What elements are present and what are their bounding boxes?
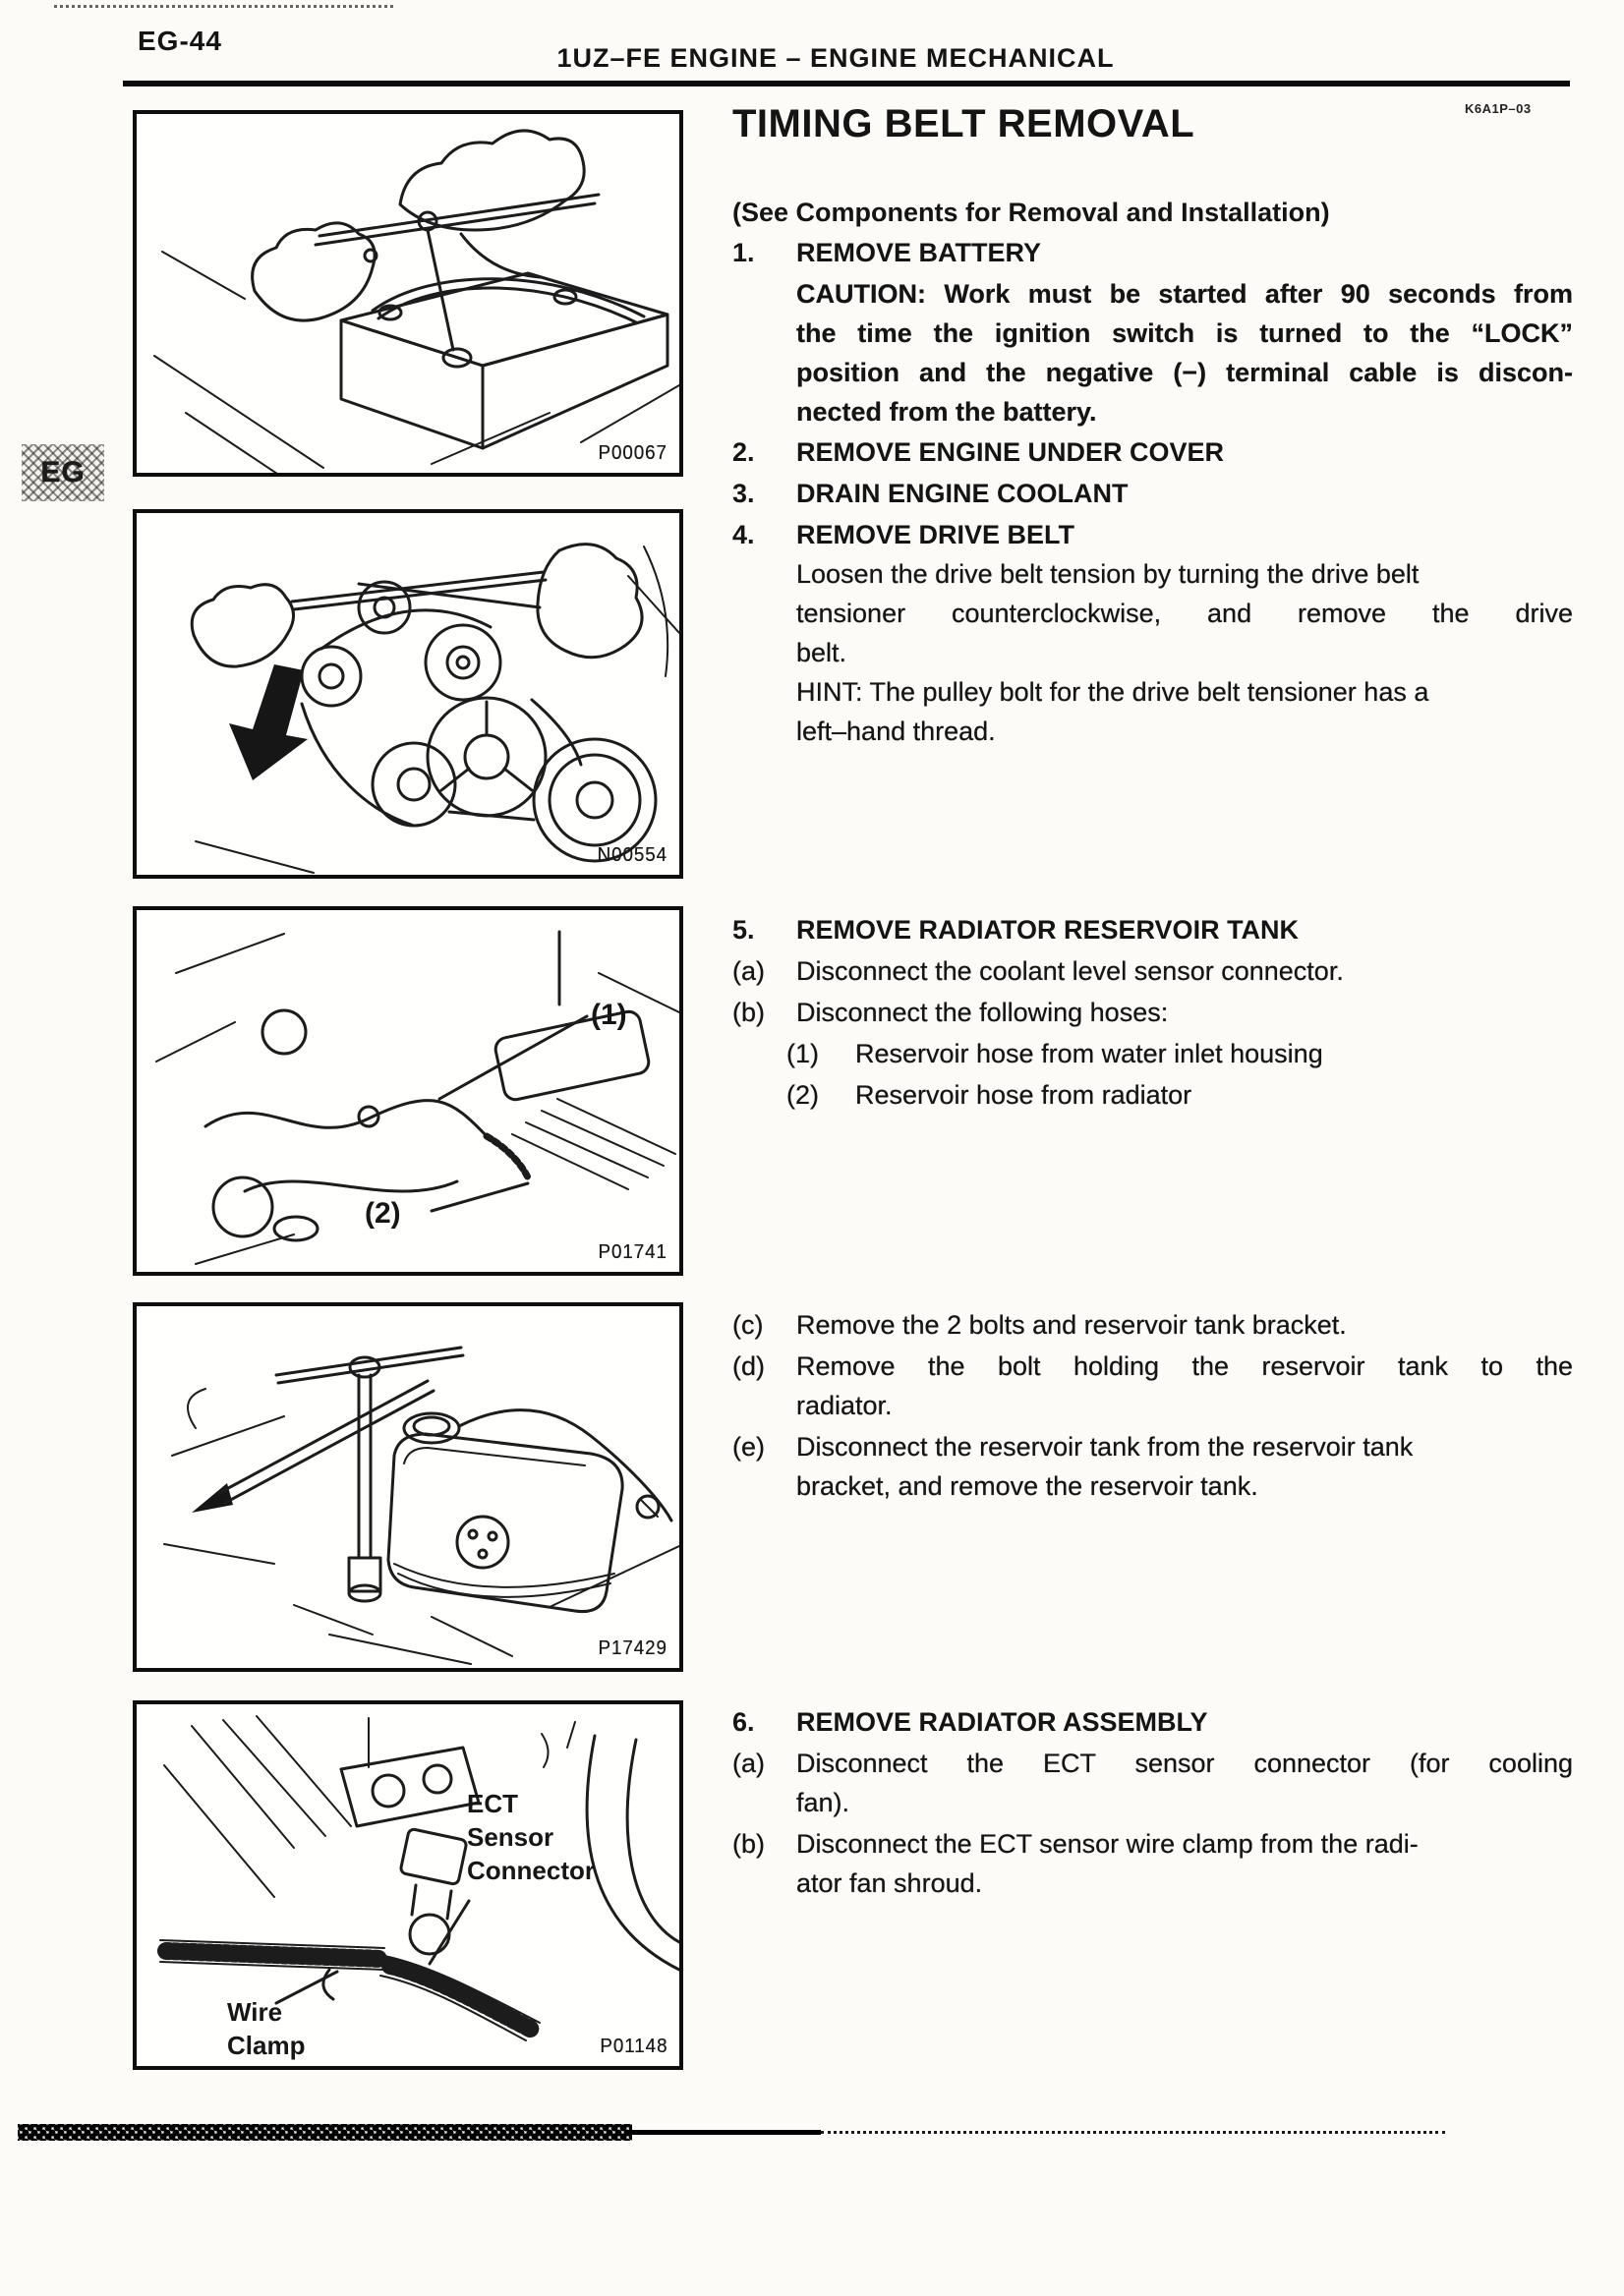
bottom-band-line (629, 2130, 821, 2135)
step-5b2-label: (2) (786, 1080, 819, 1110)
figure-code: N00554 (597, 844, 667, 866)
step-6a-text-2: fan). (796, 1788, 850, 1817)
page-header: 1UZ–FE ENGINE – ENGINE MECHANICAL (556, 43, 1115, 73)
callout-1-label: (1) (591, 999, 627, 1031)
step-5b-text: Disconnect the following hoses: (796, 998, 1169, 1027)
ect-sensor-illustration (137, 1704, 679, 2066)
paragraph-line: tensioner counterclockwise, and remove the drive (796, 599, 1573, 628)
step-5c-label: (c) (732, 1310, 764, 1340)
step-6b-text-2: ator fan shroud. (796, 1868, 983, 1898)
caution-line: the time the ignition switch is turned to the “LOCK” (796, 318, 1573, 348)
step-5a (732, 951, 1573, 991)
step-6a-label: (a) (732, 1749, 765, 1778)
step-5 (732, 910, 1573, 949)
ect-label-line2: Sensor (467, 1822, 554, 1852)
step-4-heading: REMOVE DRIVE BELT (796, 520, 1075, 549)
step-1 (732, 233, 1573, 272)
paragraph-line: belt. (796, 638, 847, 667)
caution-line: nected from the battery. (796, 397, 1097, 427)
step-3 (732, 474, 1573, 513)
step-3-number: 3. (732, 479, 755, 508)
step-5b (732, 993, 1573, 1032)
hint-line: left–hand thread. (796, 717, 996, 746)
step-5d-text-2: radiator. (796, 1391, 893, 1420)
step-6b-label: (b) (732, 1829, 765, 1859)
step-5b-label: (b) (732, 998, 765, 1027)
step-5e-text: Disconnect the reservoir tank from the reservoir tank (796, 1432, 1414, 1462)
subtitle: (See Components for Removal and Installation) (732, 198, 1330, 227)
step-4 (732, 515, 1573, 554)
step-2-number: 2. (732, 437, 755, 467)
reservoir-tank-illustration (137, 1306, 679, 1668)
page-title: TIMING BELT REMOVAL (732, 102, 1195, 145)
battery-removal-illustration (137, 114, 679, 473)
step-6-number: 6. (732, 1707, 755, 1737)
step-6a (732, 1744, 1573, 1783)
paragraph-line: Loosen the drive belt tension by turning the drive belt (796, 559, 1420, 589)
top-dotted-line (54, 5, 393, 8)
step-2 (732, 432, 1573, 472)
figure-drive-belt (133, 509, 683, 879)
figure-code: P17429 (598, 1637, 667, 1659)
bottom-halftone-band (18, 2124, 632, 2141)
figure-code: P01741 (598, 1241, 667, 1263)
step-5-number: 5. (732, 915, 755, 945)
figure-code: P01148 (599, 2036, 667, 2057)
step-6-heading: REMOVE RADIATOR ASSEMBLY (796, 1707, 1208, 1737)
figure-reservoir-hoses (133, 906, 683, 1276)
step-5d-text: Remove the bolt holding the reservoir tank to the (796, 1351, 1573, 1381)
step-2-heading: REMOVE ENGINE UNDER COVER (796, 437, 1225, 467)
figure-ect-sensor (133, 1700, 683, 2070)
step-5b2-text: Reservoir hose from radiator (855, 1080, 1192, 1110)
ect-label-line3: Connector (467, 1856, 595, 1885)
direction-arrow (229, 664, 308, 780)
step-5d-label: (d) (732, 1351, 765, 1381)
step-5d (732, 1347, 1573, 1386)
step-5b2 (732, 1075, 1573, 1115)
step-6b-text: Disconnect the ECT sensor wire clamp from the radi- (796, 1829, 1419, 1859)
figure-code: P00067 (598, 442, 667, 464)
step-5b1-label: (1) (786, 1039, 819, 1068)
step-5c (732, 1305, 1573, 1345)
step-5e-text-2: bracket, and remove the reservoir tank. (796, 1471, 1258, 1501)
bottom-band-dotted (821, 2131, 1445, 2134)
ect-label-line1: ECT (467, 1789, 518, 1818)
hint-line: HINT: The pulley bolt for the drive belt tensioner has a (796, 677, 1429, 707)
drive-belt-illustration (137, 513, 679, 875)
step-5e (732, 1427, 1573, 1466)
step-6 (732, 1702, 1573, 1742)
step-5a-text: Disconnect the coolant level sensor connector. (796, 956, 1344, 986)
step-1-number: 1. (732, 238, 755, 267)
step-5-heading: REMOVE RADIATOR RESERVOIR TANK (796, 915, 1300, 945)
step-3-heading: DRAIN ENGINE COOLANT (796, 479, 1129, 508)
reservoir-hoses-illustration (137, 910, 679, 1272)
figure-battery-removal (133, 110, 683, 477)
step-5e-label: (e) (732, 1432, 765, 1462)
wire-clamp-label-line1: Wire (227, 1997, 283, 2027)
callout-2-label: (2) (365, 1197, 401, 1230)
step-5a-label: (a) (732, 956, 765, 986)
step-5b1 (732, 1034, 1573, 1073)
step-6b (732, 1824, 1573, 1864)
wire-clamp-label-line2: Clamp (227, 2031, 306, 2060)
step-5c-text: Remove the 2 bolts and reservoir tank bracket. (796, 1310, 1347, 1340)
caution-line: CAUTION: Work must be started after 90 seconds from (796, 279, 1573, 309)
step-1-heading: REMOVE BATTERY (796, 238, 1042, 267)
page-number: EG-44 (138, 26, 222, 56)
step-5b1-text: Reservoir hose from water inlet housing (855, 1039, 1323, 1068)
step-4-number: 4. (732, 520, 755, 549)
doc-code: K6A1P–03 (1465, 101, 1532, 116)
section-tab-eg: EG (22, 444, 104, 501)
header-rule (123, 81, 1570, 86)
figure-reservoir-tank (133, 1302, 683, 1672)
step-6a-text: Disconnect the ECT sensor connector (for cooling (796, 1749, 1573, 1778)
caution-line: position and the negative (−) terminal cable is discon- (796, 358, 1573, 387)
